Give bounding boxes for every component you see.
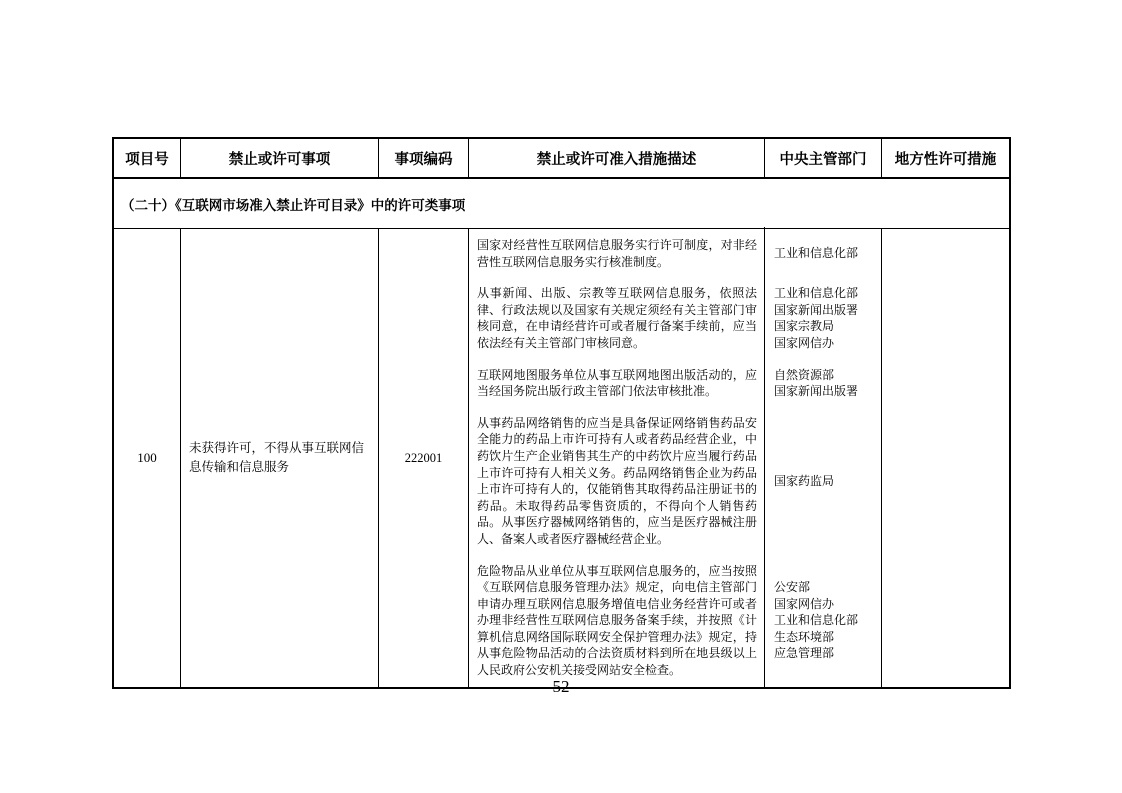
department-list [765, 367, 882, 400]
measure-group [469, 415, 881, 548]
measure-description: 互联网地图服务单位从事互联网地图出版活动的，应当经国务院出版行政主管部门依法审核批准。 [477, 367, 757, 399]
department: 自然资源部 [774, 367, 835, 382]
measure-group [469, 563, 881, 679]
header-project-no: 项目号 [125, 151, 169, 168]
department: 工业和信息化部 [774, 613, 859, 628]
permission-items-table [112, 137, 1011, 689]
department: 公安部 [774, 580, 811, 595]
header-item-code: 事项编码 [378, 139, 468, 177]
department-list [765, 563, 882, 679]
header-measure-description: 禁止或许可准入措施描述 [468, 139, 764, 177]
measure-group [469, 367, 881, 400]
cell-project-no: 100 [137, 449, 157, 465]
department-list [765, 285, 882, 351]
cell-measures-and-departments [468, 229, 881, 687]
page-number: 52 [552, 677, 570, 696]
department: 国家新闻出版署 [774, 302, 859, 317]
measure-description: 危险物品从业单位从事互联网信息服务的，应当按照《互联网信息服务管理办法》规定，向电信主管部门申请办理互联网信息服务增值电信业务经营许可或者办理非经营性互联网信息服务备案手续，并按照《计算机信息网络国际联网安全保护管理办法》规定，持从事危险物品活动的合法资质材料到所在地县级以上人民政府公安机关接受网站安全检查。 [477, 563, 757, 678]
department: 工业和信息化部 [774, 286, 859, 301]
department-list [765, 415, 882, 548]
department: 国家网信办 [774, 596, 835, 611]
table-header-row [114, 139, 1009, 179]
department: 国家宗教局 [774, 319, 835, 334]
cell-local-measures [881, 229, 1009, 687]
header-local-measures: 地方性许可措施 [881, 139, 1009, 177]
table-row [114, 229, 1009, 687]
header-central-department: 中央主管部门 [764, 139, 881, 177]
department: 国家药监局 [774, 473, 835, 488]
header-item: 禁止或许可事项 [180, 139, 378, 177]
measure-group [469, 285, 881, 351]
department: 应急管理部 [774, 646, 835, 661]
measure-description: 国家对经营性互联网信息服务实行许可制度，对非经营性互联网信息服务实行核准制度。 [477, 238, 757, 269]
department: 国家新闻出版署 [774, 384, 859, 399]
section-title-row: （二十）《互联网市场准入禁止许可目录》中的许可类事项 [114, 179, 1009, 229]
measure-description: 从事药品网络销售的应当是具备保证网络销售药品安全能力的药品上市许可持有人或者药品经营企业，中药饮片生产企业销售其生产的中药饮片应当履行药品上市许可持有人相关义务。药品网络销售企业为药品上市许可持有人的，仅能销售其取得药品注册证书的药品。未取得药品零售资质的，不得向个人销售药品。从事医疗器械网络销售的，应当是医疗器械注册人、备案人或者医疗器械经营企业。 [477, 415, 757, 546]
cell-item: 未获得许可，不得从事互联网信息传输和信息服务 [180, 229, 378, 687]
department: 生态环境部 [774, 629, 835, 644]
measure-description: 从事新闻、出版、宗教等互联网信息服务，依照法律、行政法规以及国家有关规定须经有关主管部门审核同意，在申请经营许可或者履行备案手续前，应当依法经有关主管部门审核同意。 [477, 286, 757, 350]
department: 国家网信办 [774, 335, 835, 350]
department-list [765, 237, 882, 270]
cell-item-code: 222001 [378, 229, 468, 687]
measure-group [469, 237, 881, 270]
department: 工业和信息化部 [774, 246, 859, 261]
